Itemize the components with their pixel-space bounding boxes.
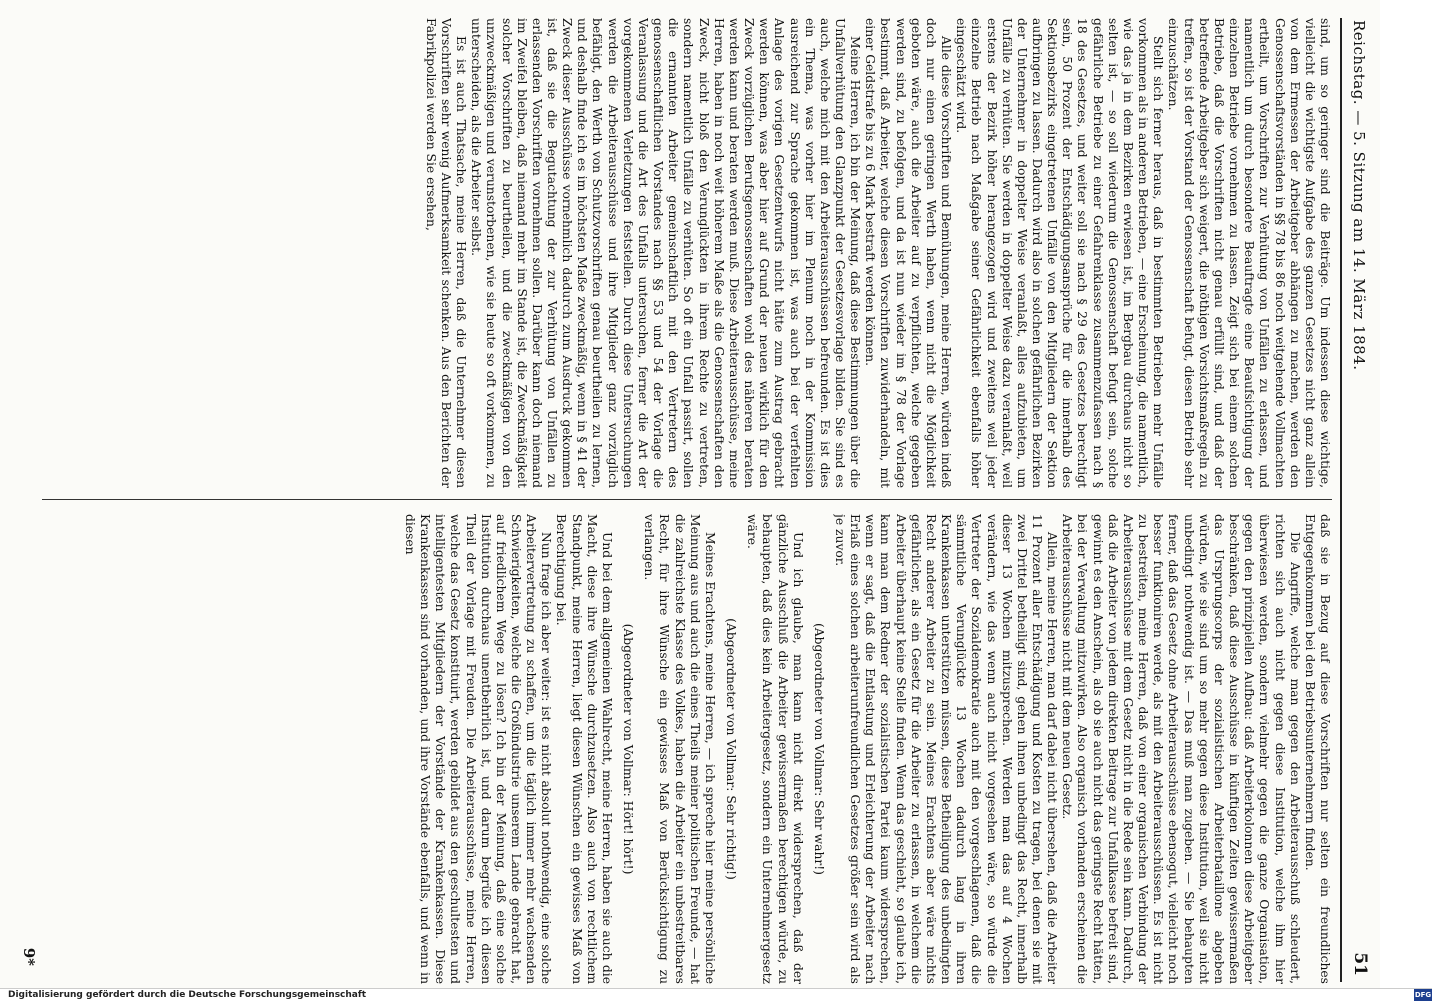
left-column (42, 18, 1332, 488)
signature-mark: 9* (20, 947, 38, 966)
paragraph: Es ist auch Thatsache, meine Herren, daß die Unternehmer diesen Vorschriften sehr wenig Aufmerksamkeit schenken. Aus den Berichten der Fabrikpolizei werden Sie ersehen, (423, 18, 469, 488)
column-divider (42, 499, 1332, 500)
digitization-footer (0, 988, 1432, 1001)
paragraph: Und bei dem allgemeinen Wahlrecht, meine Herren, haben sie auch die Macht, diese ihre Wünsche durchzusetzen. Also auch von rechtlichem Standpunkt, meine Herren, liegt diesen Wünschen ein gewisses Maß von Berechtigung bei. (554, 514, 614, 984)
paragraph: Nun frage ich aber weiter: ist es nicht absolut nothwendig, eine solche Arbeitervertretung zu schaffen, um die täglich immer mehr wachsenden Schwierigkeiten, welche die Großindustrie unserem Lande gebracht hat, auf friedlichem Wege zu lösen? Ich bin der Meinung, daß eine solche Institution durchaus unentbehrlich ist, und darum begrüße ich diesen Theil der Vorlage mit Freuden. Die Arbeiterausschüsse, meine Herren, welche das Gesetz konstituirt, werden gebildet aus den geschultesten und intelligentesten Mitgliedern der Vorstände der Krankenkassen. Diese Krankenkassen sind vorhanden, und ihre Vorstände ebenfalls, und wenn in diesen (402, 514, 554, 984)
paragraph: Die Angriffe, welche man gegen den Arbeiterausschuß schleudert, richten sich auch nicht gegen diese Institution, welche ihm hier überwiesen werden, sondern vielmehr gegen die ganze Organisation, gegen den prinzipiellen Aufbau: daß Arbeiterkolonnen diese Arbeitgeber beschränken, daß diese Ausschüsse in künftigen Zeiten gewissermaßen das Ursprungscorps der sozialistischen Arbeiterbataillone abgeben würden, wie sie sind um so mehr gegen diese Institution, weil sie nicht unbedingt nothwendig ist. — Das muß man zugeben. — Sie behaupten ferner, daß das Gesetz ohne Arbeiterausschüsse ebensogut, vielleicht noch besser funktioniren werde, als mit den Arbeiterausschüssen. Es ist nicht zu bestreiten, meine Herren, daß von einer organischen Verbindung der Arbeiterausschüsse mit dem Gesetz nicht in die Rede sein kann. Dadurch, daß die Arbeiter von jedem direkten Beitrage zur Unfallkasse befreit sind, gewinnt es den Anschein, als ob sie auch nicht das geringste Recht hätten, bei der Verwaltung mitzuwirken. Also organisch vorhanden erscheinen die Arbeiterausschüsse nicht mit dem neuen Gesetz. (1060, 514, 1302, 984)
digitization-credit: Digitalisierung gefördert durch die Deutsche Forschungsgemeinschaft (8, 990, 367, 1000)
paragraph: sind, um so geringer sind die Beiträge. Um indessen diese wichtige, vielleicht die wichtigste Aufgabe des ganzen Gesetzes nicht ganz allein von dem Ermessen der Arbeitgeber abhängen zu machen, werden den Genossenschaftsvorständen in §§ 78 bis 86 noch weitgehende Vollmachten ertheilt, um Vorschriften zur Verhütung von Unfällen zu erlassen, und namentlich um durch besondere Beauftragte eine Beaufsichtigung der einzelnen Betriebe vornehmen zu lassen. Zeigt sich bei einem solchen Betriebe, daß die Vorschriften nicht genau erfüllt sind, und daß der betreffende Arbeitgeber sich weigert, die nöthigen Vorsichtsmaßregeln zu treffen, so ist der Vorstand der Genossenschaft befugt, diesen Betrieb sehr einzuschätzen. (1166, 18, 1332, 488)
paragraph: daß sie in Bezug auf diese Vorschriften nur selten ein freundliches Entgegenkommen bei den Betriebsunternehmern finden. (1302, 514, 1332, 984)
interjection: (Abgeordneter von Vollmar: Hört! hört!) (621, 623, 636, 875)
page-header (1340, 0, 1380, 1000)
interjection: (Abgeordneter von Vollmar: Sehr wahr!) (811, 623, 826, 875)
running-title: Reichstag. — 5. Sitzung am 14. März 1884. (1350, 20, 1368, 371)
paragraph: Meines Erachtens, meine Herren, — ich spreche hier meine persönliche Meinung aus und auch die eines Theils meiner politischen Freunde, — hat die zahlreichste Klasse des Volkes, haben die Arbeiter ein unbestreitbares Recht, für ihre Wünsche ein gewisses Maß von Berücksichtigung zu verlangen. (642, 514, 717, 984)
header-rule (1340, 18, 1342, 982)
paragraph: Alle diese Vorschriften und Bemühungen, meine Herren, würden indeß doch nur einen geringen Werth haben, wenn nicht die Möglichkeit geboten wäre, auch die Arbeiter auf zu verpflichten, welche gegeben werden sind, zu befolgen, und da ist nun wieder im § 78 der Vorlage bestimmt, daß Arbeiter, welche diesen Vorschriften zuwiderhandeln, mit einer Geldstrafe bis zu 6 Mark bestraft werden können. (863, 18, 954, 488)
right-column (42, 514, 1332, 984)
paragraph: Stellt sich ferner heraus, daß in bestimmten Betrieben mehr Unfälle vorkommen als in anderen Betrieben, — eine Erscheinung, die namentlich, wie das ja in dem Bezirken erwiesen ist, im Bergbau durchaus nicht so selten ist, — so soll wiederum die Genossenschaft befugt sein, solche gefährliche Betriebe zu einer Gefahrenklasse zusammenzufassen nach § 18 des Gesetzes, und weiter soll sie nach § 29 des Gesetzes berechtigt sein, 50 Prozent der Entschädigungsansprüche für die innerhalb des Sektionsbezirks eingetretenen Unfälle von den Mitgliedern der Sektion aufbringen zu lassen. Dadurch wird also in solchen gefährlichen Bezirken der Unternehmer in doppelter Weise veranlaßt, alles aufzubieten, um Unfälle zu verhüten. Sie werden in doppelter Weise dazu veranlaßt, weil erstens der Bezirk höher herangezogen wird und zweitens weil jeder einzelne Betrieb nach Maßgabe seiner Gefährlichkeit ebenfalls höher eingeschätzt wird. (954, 18, 1166, 488)
paragraph: Allein, meine Herren, man darf dabei nicht übersehen, daß die Arbeiter 11 Prozent aller Entschädigung und Kosten zu tragen, bei denen sie mit zwei Drittel betheiligt sind, gehen ihnen unbedingt das Recht, innerhalb dieser 13 Wochen mitzusprechen. Werden man das auf 4 Wochen verändern, wie das wenn auch nicht vorgesehen wäre, so würde die Vertreter der Sozialdemokratie auch mit den vorgeschlagenen, daß die sämmtliche Verunglückte 13 Wochen dadurch lang in ihren Krankenkassen unterstützen müssen, diese Betheiligung des unbedingten Recht anderer Arbeiter zu sein. Meines Erachtens aber wäre nichts gefährlicher, als ein Gesetz für die Arbeiter zu erlassen, in welchem die Arbeiter überhaupt keine Stelle finden. Wenn das geschieht, so glaube ich, kann man dem Redner der sozialistischen Partei kaum widersprechen, wenn er sagt, daß die Entlastung und Erleichterung der Arbeiter nach Erlaß eines solchen arbeiterunfreundlichen Gesetzes größer sein wird als je zuvor. (833, 514, 1060, 984)
page-number: 51 (1350, 952, 1370, 976)
interjection: (Abgeordneter von Vollmar: Sehr richtig!) (724, 618, 739, 880)
dfg-logo: DFG (1414, 991, 1432, 999)
paragraph: Und ich glaube, man kann nicht direkt widersprechen, daß der gänzliche Ausschluß die Arbeiter gewissermaßen berechtigen würde, zu behaupten, daß dies kein Arbeitergesetz, sondern ein Unternehmergesetz wäre. (745, 514, 805, 984)
paragraph: Meine Herren, ich bin der Meinung, daß diese Bestimmungen über die Unfallverhütung den Glanzpunkt der Gesetzesvorlage bilden. Sie sind es auch, welche mich mit den Arbeiterausschüssen befreunden. Es ist dies ein Thema, was vorher hier im Plenum noch in der Kommission ausreichend zur Sprache gekommen ist, was auch bei der verfehlten Anlage des vorigen Gesetzentwurfs nicht hätte zum Austrag gebracht werden können, was aber hier auf Grund der neuen wirklich für den Zweck vorzüglichen Berufsgenossenschaften wohl des näheren beraten werden kann und beraten werden muß. Diese Arbeiterausschüsse, meine Herren, haben in noch weit höherem Maße als die Genossenschaften den Zweck, nicht bloß den Verunglückten in ihrem Rechte zu vertreten, sondern namentlich Unfälle zu verhüten. So oft ein Unfall passirt, sollen die ernannten Arbeiter gemeinschaftlich mit den Vertretern des genossenschaftlichen Vorstandes nach §§ 53 und 54 der Vorlage die Veranlassung und die Art des Unfalls untersuchen, ferner die Art der vorgekommenen Verletzungen feststellen. Durch diese Untersuchungen werden die Arbeiterausschüsse und ihre Mitglieder ganz vorzüglich befähigt, den Werth von Schutzvorschriften genau beurtheilen zu lernen, und deshalb finde ich es im höchsten Maße zweckmäßig, wenn in § 41 der Zweck dieser Ausschüsse vornehmlich dadurch zum Ausdruck gekommen ist, daß sie die Begutachtung der zur Verhütung von Unfällen zu erlassenden Vorschriften vornehmen sollen. Darüber kann doch niemand im Zweifel bleiben, daß niemand mehr im Stande ist, die Zweckmäßigkeit solcher Vorschriften zu beurtheilen, und die zweckmäßigen von den unzweckmäßigen und verunstorbenen, wie sie heute so oft vorkommen, zu unterscheiden, als die Arbeiter selbst. (469, 18, 863, 488)
